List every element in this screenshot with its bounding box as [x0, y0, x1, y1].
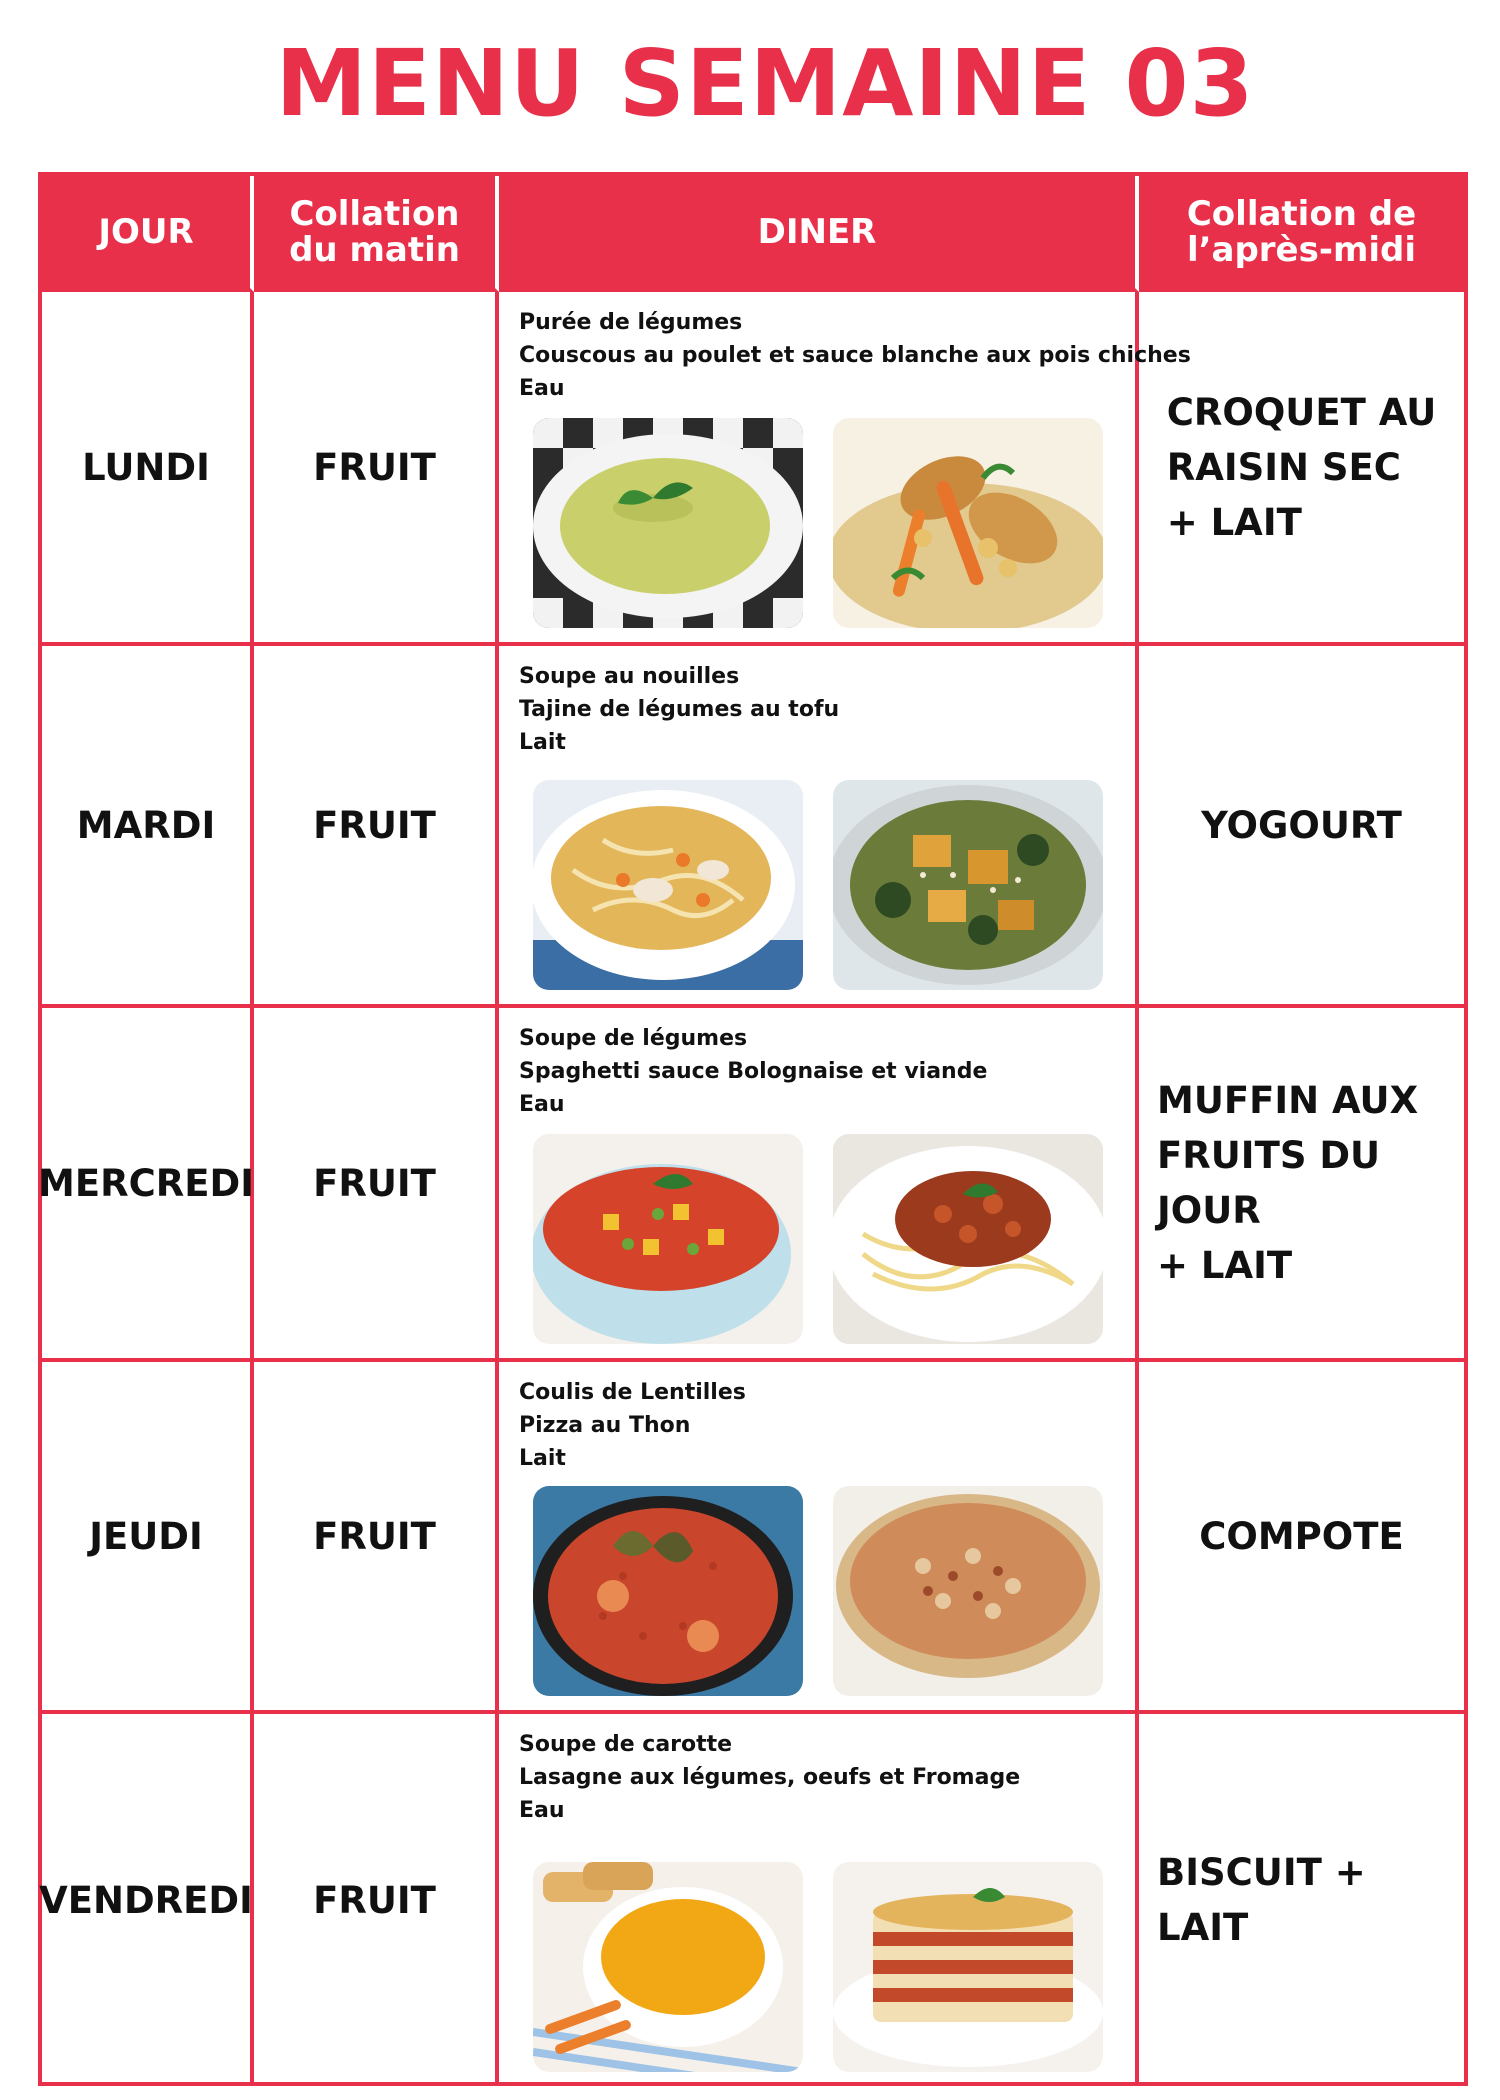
dinner-cell [499, 646, 1139, 1008]
dinner-item: Soupe au nouilles [519, 664, 740, 689]
day-label: VENDREDI [39, 1878, 253, 1922]
day-cell [42, 292, 254, 646]
afternoon-snack-label: YOGOURT [1201, 803, 1402, 847]
afternoon-snack-cell [1139, 1714, 1464, 2086]
dinner-item: Spaghetti sauce Bolognaise et viande [519, 1059, 988, 1084]
dinner-item: Coulis de Lentilles [519, 1380, 746, 1405]
morning-snack-label: FRUIT [313, 445, 436, 489]
morning-snack-cell [254, 1714, 499, 2086]
morning-snack-cell [254, 1008, 499, 1362]
vegetable-soup-photo [533, 1134, 803, 1344]
chicken-couscous-photo [833, 418, 1103, 628]
morning-snack-cell [254, 1362, 499, 1714]
afternoon-snack-cell [1139, 1362, 1464, 1714]
header-day: JOUR [42, 176, 254, 292]
dinner-item: Lait [519, 1446, 566, 1471]
day-cell [39, 1714, 254, 2086]
dinner-item: Pizza au Thon [519, 1413, 691, 1438]
afternoon-snack-label: COMPOTE [1199, 1514, 1404, 1558]
spaghetti-bolognese-photo [833, 1134, 1103, 1344]
day-label: MARDI [76, 803, 216, 847]
tofu-tajine-photo [833, 780, 1103, 990]
day-label: JEUDI [89, 1514, 203, 1558]
header-dinner: DINER [499, 176, 1139, 292]
carrot-soup-photo [533, 1862, 803, 2072]
dinner-item: Eau [519, 376, 565, 401]
dinner-item: Tajine de légumes au tofu [519, 697, 840, 722]
dinner-item: Eau [519, 1798, 565, 1823]
morning-snack-label: FRUIT [313, 1161, 436, 1205]
dinner-cell [499, 1362, 1139, 1714]
afternoon-snack-cell [1139, 646, 1464, 1008]
dish-photos [533, 1134, 1103, 1344]
afternoon-snack-label: BISCUIT + LAIT [1157, 1851, 1366, 1949]
afternoon-snack-cell [1139, 1008, 1464, 1362]
dinner-item: Purée de légumes [519, 310, 743, 335]
vegetable-puree-photo [533, 418, 803, 628]
dish-photos [533, 418, 1103, 628]
dish-photos [533, 780, 1103, 990]
morning-snack-label: FRUIT [313, 1514, 436, 1558]
day-label: MERCREDI [38, 1161, 254, 1205]
lentil-coulis-photo [533, 1486, 803, 1696]
dinner-item: Soupe de légumes [519, 1026, 748, 1051]
vegetable-lasagna-photo [833, 1862, 1103, 2072]
dinner-cell [499, 1714, 1139, 2086]
dinner-item: Soupe de carotte [519, 1732, 733, 1757]
afternoon-snack-label: MUFFIN AUX FRUITS DU JOUR + LAIT [1157, 1079, 1419, 1287]
tuna-pizza-photo [833, 1486, 1103, 1696]
dinner-cell [499, 1008, 1139, 1362]
dinner-item: Lasagne aux légumes, oeufs et Fromage [519, 1765, 1021, 1790]
noodle-soup-photo [533, 780, 803, 990]
dinner-item: Couscous au poulet et sauce blanche aux pois chiches [519, 343, 1191, 368]
dish-photos [533, 1486, 1103, 1696]
day-cell [42, 646, 254, 1008]
header-morning-snack: Collation du matin [254, 176, 499, 292]
dinner-item: Lait [519, 730, 566, 755]
afternoon-snack-label: CROQUET AU RAISIN SEC + LAIT [1166, 390, 1437, 544]
day-label: LUNDI [82, 445, 210, 489]
morning-snack-cell [254, 292, 499, 646]
day-cell [42, 1362, 254, 1714]
page-title: MENU SEMAINE 03 [275, 30, 1255, 137]
header-afternoon-snack: Collation de l’après-midi [1139, 176, 1464, 292]
day-cell [38, 1008, 254, 1362]
dinner-cell [499, 292, 1191, 646]
morning-snack-label: FRUIT [313, 803, 436, 847]
afternoon-snack-cell [1139, 292, 1464, 646]
menu-table [38, 172, 1468, 2086]
morning-snack-cell [254, 646, 499, 1008]
dinner-item: Eau [519, 1092, 565, 1117]
dish-photos [533, 1862, 1103, 2072]
morning-snack-label: FRUIT [313, 1878, 436, 1922]
